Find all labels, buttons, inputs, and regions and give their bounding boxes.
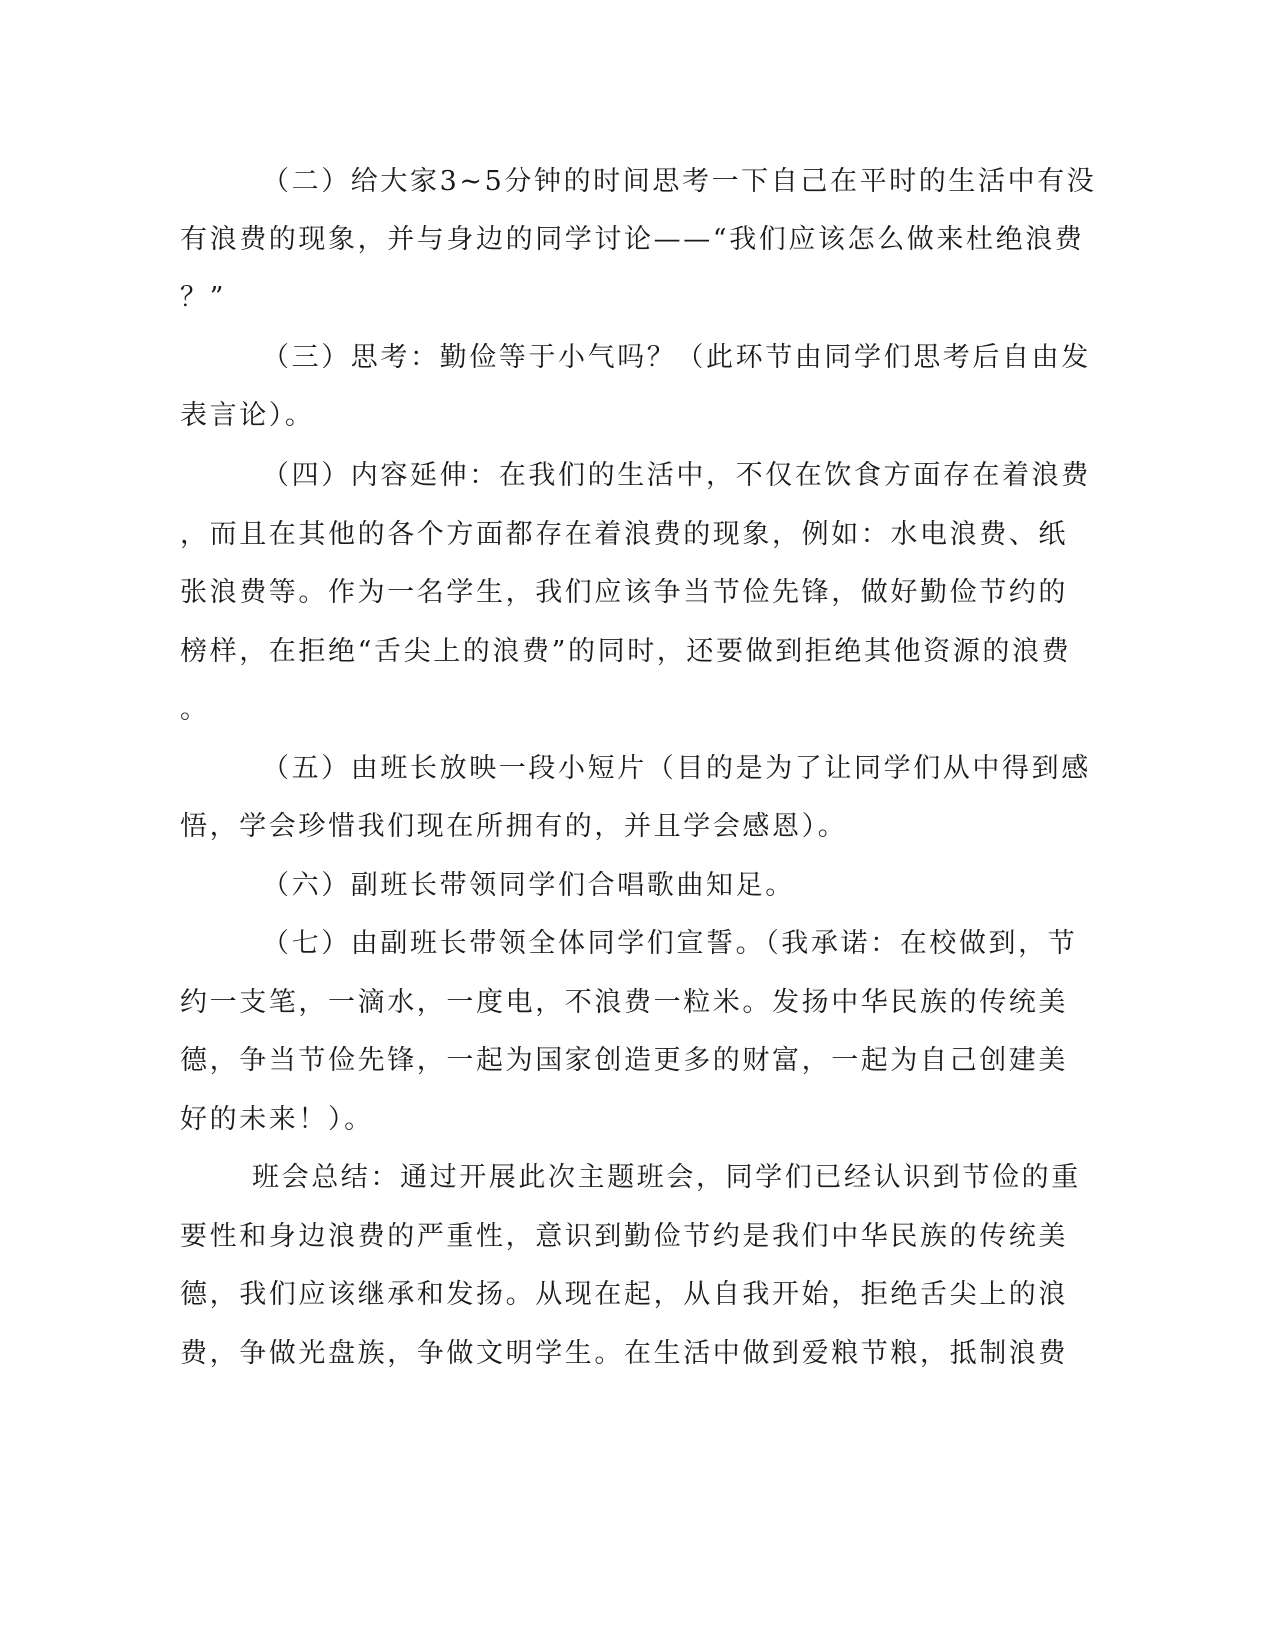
text-line: （七）由副班长带领全体同学们宣誓。（我承诺：在校做到，节 [262,928,1078,959]
text-line: 悟，学会珍惜我们现在所拥有的，并且学会感恩）。 [180,811,848,842]
text-line: 。 [180,694,210,725]
text-line: （五）由班长放映一段小短片（目的是为了让同学们从中得到感 [262,753,1091,784]
text-line: （六）副班长带领同学们合唱歌曲知足。 [262,870,795,901]
text-line: ，而且在其他的各个方面都存在着浪费的现象，例如：水电浪费、纸 [180,519,1068,550]
text-line: 费，争做光盘族，争做文明学生。在生活中做到爱粮节粮，抵制浪费 [180,1338,1068,1369]
text-line: 德，我们应该继承和发扬。从现在起，从自我开始，拒绝舌尖上的浪 [180,1279,1068,1310]
text-line: 表言论）。 [180,400,315,431]
text-line: 张浪费等。作为一名学生，我们应该争当节俭先锋，做好勤俭节约的 [180,577,1068,608]
text-line: 有浪费的现象，并与身边的同学讨论——“我们应该怎么做来杜绝浪费 [180,224,1085,255]
text-line: 班会总结：通过开展此次主题班会，同学们已经认识到节俭的重 [252,1162,1081,1193]
text-line: ？” [180,282,227,313]
text-line: （四）内容延伸：在我们的生活中，不仅在饮食方面存在着浪费 [262,460,1091,491]
text-line: （二）给大家3~5分钟的时间思考一下自己在平时的生活中有没 [262,166,1097,197]
text-line: 约一支笔，一滴水，一度电，不浪费一粒米。发扬中华民族的传统美 [180,987,1068,1018]
text-line: （三）思考：勤俭等于小气吗？（此环节由同学们思考后自由发 [262,342,1091,373]
text-line: 德，争当节俭先锋，一起为国家创造更多的财富，一起为自己创建美 [180,1045,1068,1076]
text-line: 好的未来！）。 [180,1104,374,1135]
text-line: 要性和身边浪费的严重性，意识到勤俭节约是我们中华民族的传统美 [180,1221,1068,1252]
text-line: 榜样，在拒绝“舌尖上的浪费”的同时，还要做到拒绝其他资源的浪费 [180,636,1072,667]
